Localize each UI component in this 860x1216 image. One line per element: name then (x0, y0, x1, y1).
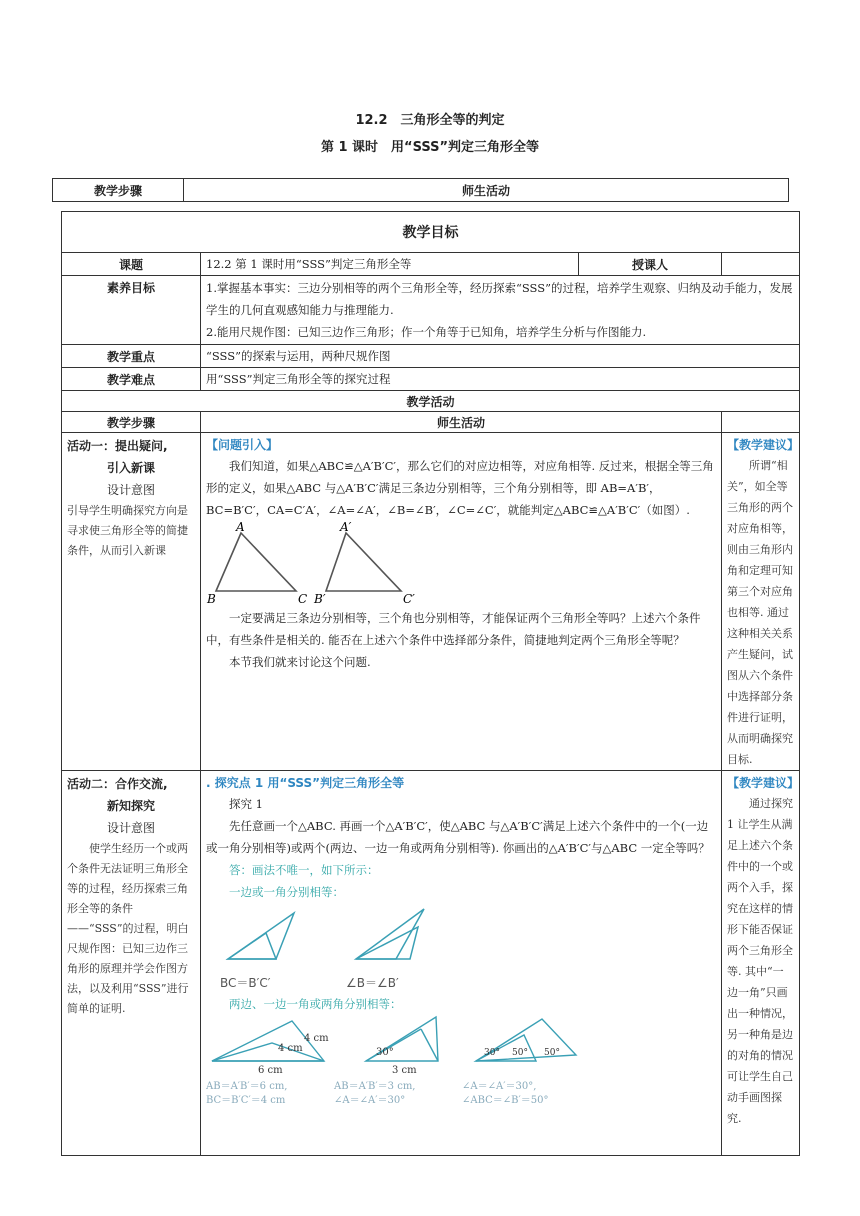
difficult-label: 教学难点 (62, 368, 201, 391)
act1-advice-tag: 【教学建议】 (727, 438, 800, 452)
act1-intent-label: 设计意图 (106, 483, 155, 497)
label-b-prime: B′ (314, 592, 326, 606)
fig3-eq-2: BC＝B′C′＝4 cm (206, 1095, 286, 1105)
fig3-base: 6 cm (258, 1065, 283, 1076)
act1-para-1: 我们知道，如果△ABC≌△A′B′C′，那么它们的对应边相等，对应角相等. 反过来，根据全等三角形的定义，如果△ABC 与△A′B′C′满足三条边分别相等，三个角分别相等，即 AB=A′B′，BC=B′C′，CA=C′A′，∠A=∠A′，∠B=∠B′，∠C=∠C′，就能判定△ABC≌△A′B′C′（如图）. (206, 459, 714, 517)
fig4-eq-2: ∠A＝∠A′＝30° (334, 1095, 406, 1105)
act1-triangles-figure (206, 521, 426, 607)
activities-title: 教学活动 (62, 391, 800, 412)
teacher-label: 授课人 (579, 253, 722, 276)
act1-tag: 【问题引入】 (206, 438, 279, 452)
difficult-value: 用“SSS”判定三角形全等的探究过程 (201, 368, 800, 391)
act1-title-1: 活动一：提出疑问, (67, 439, 168, 453)
label-a: A (236, 521, 245, 534)
header-activity: 师生活动 (184, 179, 789, 202)
fig4-base: 3 cm (392, 1065, 417, 1076)
act1-intent: 引导学生明确探究方向是寻求使三角形全等的简捷条件，从而引入新课 (67, 504, 188, 557)
topic-label: 课题 (62, 253, 201, 276)
fig5-angle-a: 30° (484, 1048, 500, 1058)
act2-title-1: 活动二：合作交流, (67, 777, 168, 791)
key-label: 教学重点 (62, 345, 201, 368)
act1-para-2: 一定要满足三条边分别相等，三个角也分别相等，才能保证两个三角形全等吗？上述六个条件中，有些条件是相关的. 能否在上述六个条件中选择部分条件，简捷地判定两个三角形全等呢？ (206, 611, 701, 647)
act2-intent: 使学生经历一个或两个条件无法证明三角形全等的过程，经历探索三角形全等的条件——“SSS”的过程，明白尺规作图：已知三边作三角形的原理并学会作图方法，以及利用“SSS”进行简单的证明. (67, 842, 189, 1015)
act2-answer: 答：画法不唯一，如下所示： (229, 863, 379, 877)
act2-advice: 通过探究 1 让学生从满足上述六个条件中的一个或两个入手，探究在这样的情形下能否保证两个三角形全等. 其中“一边一角”只画出一种情况，另一种角是边的对角的情况可让学生自己动手画图探究. (727, 797, 793, 1125)
col-steps: 教学步骤 (62, 412, 201, 433)
literacy-goal-2: 2.能用尺规作图：已知三边作三角形；作一个角等于已知角，培养学生分析与作图能力. (206, 325, 647, 339)
act2-two-condition-figure (206, 1015, 586, 1105)
key-value: “SSS”的探索与运用，两种尺规作图 (201, 345, 800, 368)
topic-value: 12.2 第 1 课时用“SSS”判定三角形全等 (201, 253, 579, 276)
goals-title: 教学目标 (62, 212, 800, 253)
fig3-side-2: 4 cm (278, 1043, 303, 1054)
act2-para-1: 先任意画一个△ABC. 再画一个△A′B′C′，使△ABC 与△A′B′C′满足上述六个条件中的一个(一边或一角分别相等)或两个(两边、一边一角或两角分别相等). 你画出的△A′B′C′与△ABC 一定全等吗？ (206, 819, 710, 855)
fig5-angle-b-prime: 50° (544, 1048, 560, 1058)
col-activity: 师生活动 (201, 412, 722, 433)
activity-2-row (62, 771, 800, 1156)
fig1-equation: BC＝B′C′ (220, 976, 271, 990)
fig3-side-1: 4 cm (304, 1033, 329, 1044)
fig5-eq-1: ∠A＝∠A′＝30°, (462, 1081, 537, 1092)
fig4-angle: 30° (376, 1047, 394, 1058)
header-table (52, 178, 789, 202)
act1-para-3: 本节我们就来讨论这个问题. (229, 655, 371, 669)
label-a-prime: A′ (340, 521, 352, 534)
activity-1-row (62, 433, 800, 771)
lesson-title: 12.2 三角形全等的判定 (355, 113, 505, 128)
label-c-prime: C′ (403, 592, 415, 606)
lesson-table (61, 211, 800, 1156)
fig5-angle-b: 50° (512, 1048, 528, 1058)
act2-title-2: 新知探究 (106, 799, 155, 813)
fig3-eq-1: AB＝A′B′＝6 cm, (206, 1081, 288, 1092)
act1-title-2: 引入新课 (106, 461, 155, 475)
literacy-goal-1: 1.掌握基本事实：三边分别相等的两个三角形全等，经历探索“SSS”的过程，培养学生观察、归纳及动手能力，发展学生的几何直观感知能力与推理能力. (206, 281, 793, 317)
teacher-value (722, 253, 800, 276)
act2-case-1: 一边或一角分别相等： (229, 885, 344, 899)
act2-explore: 探究 1 (229, 797, 263, 811)
literacy-label: 素养目标 (62, 276, 201, 345)
label-b: B (207, 592, 216, 606)
header-steps: 教学步骤 (53, 179, 184, 202)
act2-one-condition-figure (206, 903, 506, 993)
fig5-eq-2: ∠ABC＝∠B′＝50° (462, 1095, 549, 1105)
lesson-subtitle: 第 1 课时 用“SSS”判定三角形全等 (320, 140, 540, 155)
act2-intent-label: 设计意图 (106, 821, 155, 835)
act2-case-2: 两边、一边一角或两角分别相等： (229, 997, 402, 1011)
fig2-equation: ∠B＝∠B′ (346, 976, 399, 990)
act2-advice-tag: 【教学建议】 (727, 776, 800, 790)
act1-advice: 所谓“相关”，如全等三角形的两个对应角相等，则由三角形内角和定理可知第三个对应角也相等. 通过这种相关关系产生疑问，试图从六个条件中选择部分条件进行证明，从而明确探究目标. (727, 459, 793, 766)
act2-tag: . 探究点 1 用“SSS”判定三角形全等 (206, 776, 405, 790)
label-c: C (298, 592, 308, 606)
fig4-eq-1: AB＝A′B′＝3 cm, (334, 1081, 416, 1092)
